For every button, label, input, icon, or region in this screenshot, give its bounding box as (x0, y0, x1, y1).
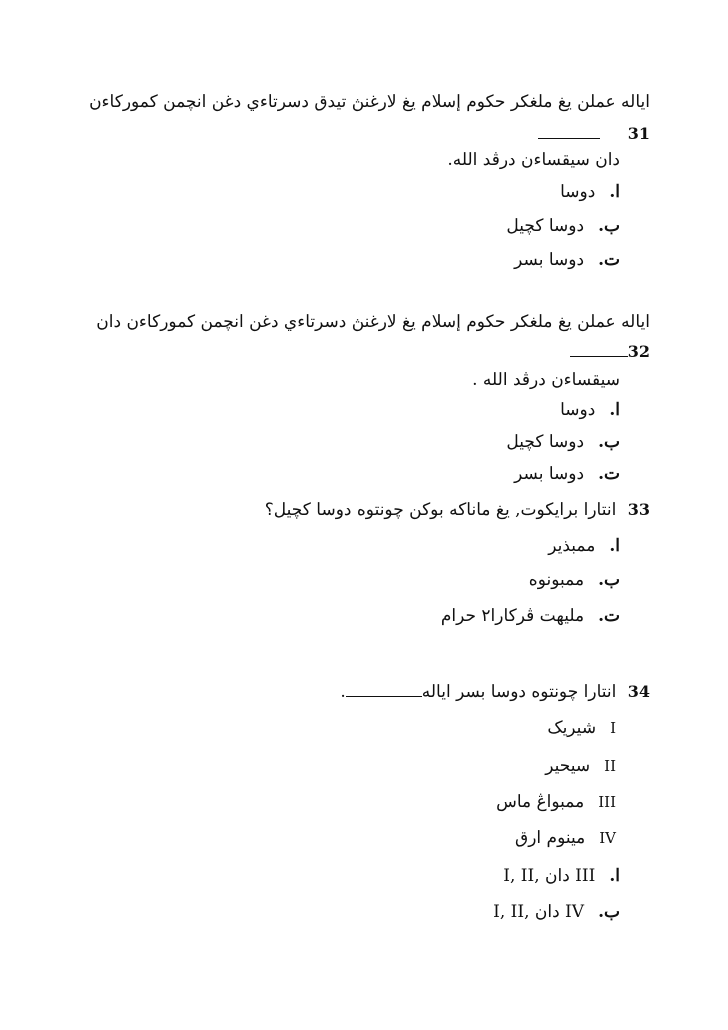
q34-statement-1-text: شيريک (547, 718, 597, 738)
q34-option-b-text: I, II, دان IV (493, 902, 585, 922)
q31-option-b (506, 216, 620, 236)
q32-option-a-text: دوسا (560, 400, 596, 420)
q33-stem (265, 500, 650, 520)
q31-option-a-text: دوسا (560, 182, 596, 202)
q34-statement-2-text: سيحير (545, 756, 591, 776)
q34-statement-1-roman: I (610, 719, 616, 737)
q33-option-b-text: ممبونوه (528, 570, 585, 590)
q31-option-b-text: دوسا كچيل (506, 216, 585, 236)
q33-option-a (548, 536, 620, 556)
q33-option-a-label: ا. (609, 536, 620, 556)
q34-option-a-text: I, II, دان III (503, 866, 596, 886)
q32-option-a-label: ا. (609, 400, 620, 420)
q31-stem-cont: دان سيقساءن درڤد الله. (447, 150, 620, 170)
q31-option-c-text: دوسا بسر (514, 250, 585, 270)
q33-option-c (441, 606, 620, 626)
q32-stem-cont: سيقساءن درڤد الله . (472, 370, 620, 390)
q34-statement-4 (515, 828, 616, 848)
q33-number: 33 (627, 500, 650, 519)
q34-statement-3-text: ممبواڠ ماس (496, 792, 585, 812)
q32-number: 32 (627, 342, 650, 361)
q33-option-c-label: ت. (598, 606, 620, 626)
q31-option-c-label: ت. (598, 250, 620, 270)
q32-option-b-text: دوسا كچيل (506, 432, 585, 452)
q31-number-line (538, 124, 650, 144)
q32-number-line (570, 342, 650, 362)
q32-option-c (514, 464, 620, 484)
q34-stem-text: انتارا چونتوه دوسا بسر اياله (421, 682, 617, 702)
q32-option-b-label: ب. (598, 432, 620, 452)
q34-statement-2-roman: II (604, 757, 616, 775)
q34-statement-4-text: مينوم ارق (515, 828, 586, 848)
q32-blank (570, 342, 628, 357)
q31-stem (89, 92, 650, 112)
q33-option-b-label: ب. (598, 570, 620, 590)
q32-stem (96, 312, 650, 332)
q32-option-b (506, 432, 620, 452)
q31-option-b-label: ب. (598, 216, 620, 236)
q34-stem-end: . (340, 682, 346, 702)
q31-option-c (514, 250, 620, 270)
q31-blank (538, 124, 600, 139)
q34-option-b (493, 902, 620, 922)
q32-option-a (560, 400, 620, 420)
q31-option-a (560, 182, 620, 202)
q34-option-a (503, 866, 620, 886)
q31-stem-text: اياله عملن يغ ملغكر حكوم إسلام يغ لارغنڽ تيدق دسرتاءي دغن انچمن كموركاءن (89, 92, 650, 112)
q34-stem (340, 682, 650, 702)
q34-number: 34 (627, 682, 650, 701)
q31-number: 31 (627, 124, 650, 143)
q34-statement-3 (496, 792, 616, 812)
q34-option-b-label: ب. (598, 902, 620, 922)
q31-option-a-label: ا. (609, 182, 620, 202)
q33-stem-text: انتارا برايكوت, يغ ماناكه بوكن چونتوه دوسا كچيل؟ (264, 500, 617, 520)
q33-option-a-text: ممبذير (548, 536, 596, 556)
q32-stem-text: اياله عملن يغ ملغكر حكوم إسلام يغ لارغنڽ دسرتاءي دغن انچمن كموركاءن دان (96, 312, 650, 332)
q34-statement-4-roman: IV (599, 829, 616, 847)
q33-option-c-text: مليهت ڤركارا٢ حرام (440, 606, 585, 626)
q34-option-a-label: ا. (609, 866, 620, 886)
q32-option-c-text: دوسا بسر (514, 464, 585, 484)
q32-option-c-label: ت. (598, 464, 620, 484)
q34-statement-2 (545, 756, 616, 776)
q33-option-b (529, 570, 620, 590)
q34-blank (346, 682, 422, 697)
q34-statement-1 (547, 718, 616, 738)
q34-statement-3-roman: III (598, 793, 616, 811)
